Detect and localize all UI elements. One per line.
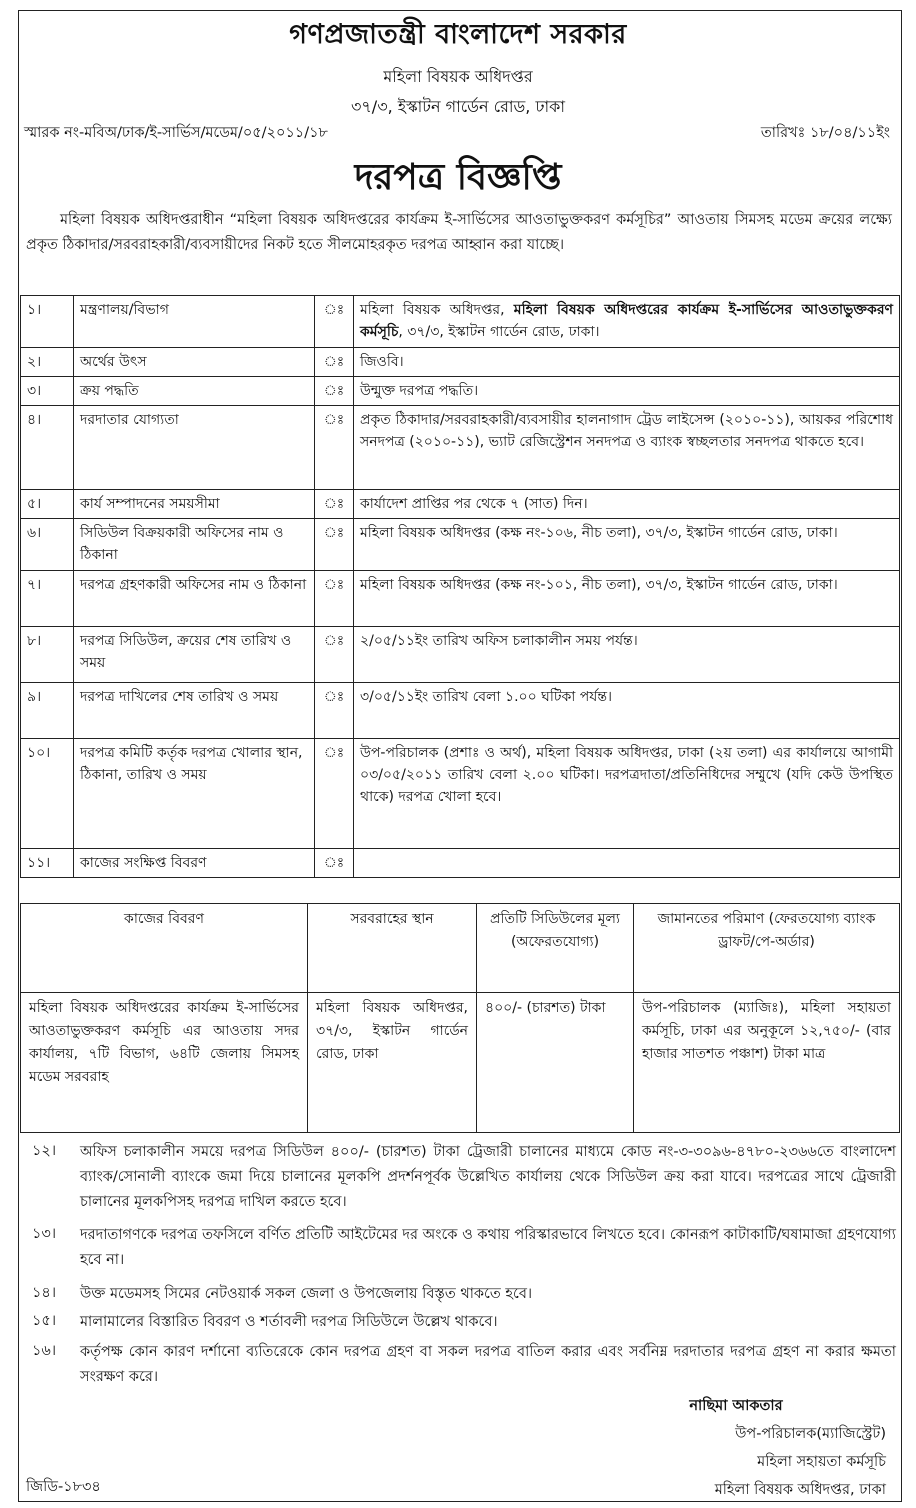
row-colon: ঃ xyxy=(315,683,354,739)
row-colon: ঃ xyxy=(315,490,354,519)
row-label: কাজের সংক্ষিপ্ত বিবরণ xyxy=(74,849,315,878)
row-colon: ঃ xyxy=(315,377,354,406)
row-colon: ঃ xyxy=(315,519,354,571)
row-number: ৮। xyxy=(21,627,74,683)
intro-paragraph: মহিলা বিষয়ক অধিদপ্তরাধীন “মহিলা বিষয়ক অধিদপ্তরের কার্যক্রম ই-সার্ভিসের আওতাভুক্তকরণ কর্মসূচির” আওতায় সিমসহ মডেম ক্রয়ের লক্ষ্যে প্রকৃত ঠিকাদার/সরবরাহকারী/ব্যবসায়ীদের নিকট হতে সীলমোহরকৃত দরপত্র আহ্বান করা যাচ্ছে। xyxy=(26,212,892,253)
work-header-place: সরবরাহের স্থান xyxy=(308,904,477,993)
condition-item xyxy=(24,1310,896,1335)
condition-number: ১৬। xyxy=(32,1343,57,1359)
row-label: দরদাতার যোগ্যতা xyxy=(74,406,315,490)
department-name: মহিলা বিষয়ক অধিদপ্তর xyxy=(383,67,533,86)
table-row xyxy=(21,571,900,627)
row-number: ৩। xyxy=(21,377,74,406)
row-label: কার্য সম্পাদনের সময়সীমা xyxy=(74,490,315,519)
row-number: ৪। xyxy=(21,406,74,490)
table-row xyxy=(21,490,900,519)
condition-text: কর্তৃপক্ষ কোন কারণ দর্শানো ব্যতিরেকে কোন দরপত্র গ্রহণ বা সকল দরপত্র বাতিল করার এবং সর্বনিম্ন দরদাতার দরপত্র গ্রহণ না করার ক্ষমতা সংরক্ষণ করে। xyxy=(80,1344,896,1385)
condition-item xyxy=(24,1223,896,1273)
table-row xyxy=(21,849,900,878)
table-row xyxy=(21,739,900,849)
row-value-plain: মহিলা বিষয়ক অধিদপ্তর, xyxy=(360,302,514,318)
row-value: কার্যাদেশ প্রাপ্তির পর থেকে ৭ (সাত) দিন। xyxy=(354,490,900,519)
row-label: দরপত্র দাখিলের শেষ তারিখ ও সময় xyxy=(74,683,315,739)
memo-date: তারিখঃ ১৮/০৪/১১ইং xyxy=(760,125,890,141)
row-value: জিওবি। xyxy=(354,348,900,377)
work-price: ৪০০/- (চারশত) টাকা xyxy=(477,993,634,1133)
row-number: ৬। xyxy=(21,519,74,571)
row-colon: ঃ xyxy=(315,296,354,348)
row-value: প্রকৃত ঠিকাদার/সরবরাহকারী/ব্যবসায়ীর হালনাগাদ ট্রেড লাইসেন্স (২০১০-১১), আয়কর পরিশোধ সনদপত্র (২০১০-১১), ভ্যাট রেজিস্ট্রেশন সনদপত্র ও ব্যাংক স্বচ্ছলতার সনদপত্র থাকতে হবে। xyxy=(354,406,900,490)
signatory-program: মহিলা সহায়তা কর্মসূচি xyxy=(757,1454,886,1470)
table-row xyxy=(21,348,900,377)
signature-block xyxy=(586,1392,886,1504)
row-colon: ঃ xyxy=(315,849,354,878)
work-description: মহিলা বিষয়ক অধিদপ্তরের কার্যক্রম ই-সার্ভিসের আওতাভুক্তকরণ কর্মসূচি এর আওতায় সদর কার্যালয়, ৭টি বিভাগ, ৬৪টি জেলায় সিমসহ মডেম সরবরাহ xyxy=(21,993,308,1133)
row-label: দরপত্র সিডিউল, ক্রয়ের শেষ তারিখ ও সময় xyxy=(74,627,315,683)
work-place: মহিলা বিষয়ক অধিদপ্তর, ৩৭/৩, ইস্কাটন গার্ডেন রোড, ঢাকা xyxy=(308,993,477,1133)
row-value: ৩/০৫/১১ইং তারিখ বেলা ১.০০ ঘটিকা পর্যন্ত। xyxy=(354,683,900,739)
row-number: ৫। xyxy=(21,490,74,519)
condition-item xyxy=(24,1140,896,1215)
row-number: ১। xyxy=(21,296,74,348)
row-value-tail: , ৩৭/৩, ইস্কাটন গার্ডেন রোড, ঢাকা। xyxy=(398,324,600,340)
row-label: সিডিউল বিক্রয়কারী অফিসের নাম ও ঠিকানা xyxy=(74,519,315,571)
tender-details-table xyxy=(20,295,900,878)
row-value-bold: মহিলা বিষয়ক অধিদপ্তরের কার্যক্রম ই-সার্ভিসের আওতাভুক্তকরণ কর্মসূচি xyxy=(360,302,893,340)
condition-text: উক্ত মডেমসহ সিমের নেটওয়ার্ক সকল জেলা ও উপজেলায় বিস্তৃত থাকতে হবে। xyxy=(80,1286,533,1302)
signatory-designation: উপ-পরিচালক(ম্যাজিস্ট্রেট) xyxy=(735,1426,886,1442)
row-colon: ঃ xyxy=(315,571,354,627)
row-value: ২/০৫/১১ইং তারিখ অফিস চলাকালীন সময় পর্যন্ত। xyxy=(354,627,900,683)
work-header-description: কাজের বিবরণ xyxy=(21,904,308,993)
condition-item xyxy=(24,1282,896,1307)
department-address: ৩৭/৩, ইস্কাটন গার্ডেন রোড, ঢাকা xyxy=(351,97,565,116)
row-number: ১০। xyxy=(21,739,74,849)
table-row xyxy=(21,519,900,571)
signatory-office: মহিলা বিষয়ক অধিদপ্তর, ঢাকা xyxy=(714,1482,886,1498)
table-row xyxy=(21,377,900,406)
condition-number: ১২। xyxy=(32,1143,57,1159)
work-table-header-row xyxy=(21,904,900,993)
row-colon: ঃ xyxy=(315,739,354,849)
row-value xyxy=(354,849,900,878)
row-colon: ঃ xyxy=(315,406,354,490)
row-value: উন্মুক্ত দরপত্র পদ্ধতি। xyxy=(354,377,900,406)
work-table-row xyxy=(21,993,900,1133)
row-value: উপ-পরিচালক (প্রশাঃ ও অর্থ), মহিলা বিষয়ক অধিদপ্তর, ঢাকা (২য় তলা) এর কার্যালয়ে আগামী ০৩/০৫/২০১১ তারিখ বেলা ২.০০ ঘটিকা। দরপত্রদাতা/প্রতিনিধিদের সম্মুখে (যদি কেউ উপস্থিত থাকে) দরপত্র খোলা হবে। xyxy=(354,739,900,849)
row-number: ৯। xyxy=(21,683,74,739)
row-colon: ঃ xyxy=(315,348,354,377)
row-number: ১১। xyxy=(21,849,74,878)
signatory-name: নাছিমা আকতার xyxy=(689,1398,783,1414)
notice-title: দরপত্র বিজ্ঞপ্তি xyxy=(354,157,562,198)
govt-heading: গণপ্রজাতন্ত্রী বাংলাদেশ সরকার xyxy=(289,19,627,50)
condition-text: অফিস চলাকালীন সময়ে দরপত্র সিডিউল ৪০০/- (চারশত) টাকা ট্রেজারী চালানের মাধ্যমে কোড নং-৩-৩০৯৬-৪৭৮০-২৩৬৬তে বাংলাদেশ ব্যাংক/সোনালী ব্যাংকে জমা দিয়ে চালানের মূলকপি প্রদর্শনপূর্বক উল্লেখিত কার্যালয় থেকে সিডিউল ক্রয় করা যাবে। দরপত্রের সাথে ট্রেজারী চালানের মূলকপিসহ দরপত্র দাখিল করতে হবে। xyxy=(80,1144,896,1210)
condition-text: দরদাতাগণকে দরপত্র তফসিলে বর্ণিত প্রতিটি আইটেমের দর অংকে ও কথায় পরিস্কারভাবে লিখতে হবে। কোনরূপ কাটাকাটি/ঘষামাজা গ্রহণযোগ্য হবে না। xyxy=(80,1227,896,1268)
condition-number: ১৪। xyxy=(32,1285,57,1301)
row-colon: ঃ xyxy=(315,627,354,683)
row-number: ৭। xyxy=(21,571,74,627)
memo-number: স্মারক নং-মবিঅ/ঢাক/ই-সার্ভিস/মডেম/০৫/২০১১/১৮ xyxy=(24,125,328,141)
table-row xyxy=(21,627,900,683)
row-label: দরপত্র কমিটি কর্তৃক দরপত্র খোলার স্থান, ঠিকানা, তারিখ ও সময় xyxy=(74,739,315,849)
condition-number: ১৫। xyxy=(32,1313,57,1329)
table-row xyxy=(21,406,900,490)
row-label: ক্রয় পদ্ধতি xyxy=(74,377,315,406)
row-value: মহিলা বিষয়ক অধিদপ্তর (কক্ষ নং-১০৬, নীচ তলা), ৩৭/৩, ইস্কাটন গার্ডেন রোড, ঢাকা। xyxy=(354,519,900,571)
condition-item xyxy=(24,1340,896,1390)
condition-number: ১৩। xyxy=(32,1226,57,1242)
gd-number: জিডি-১৮৩৪ xyxy=(26,1479,101,1495)
work-security: উপ-পরিচালক (ম্যাজিঃ), মহিলা সহায়তা কর্মসূচি, ঢাকা এর অনুকূলে ১২,৭৫০/- (বার হাজার সাতশত পঞ্চাশ) টাকা মাত্র xyxy=(634,993,900,1133)
condition-text: মালামালের বিস্তারিত বিবরণ ও শর্তাবলী দরপত্র সিডিউলে উল্লেখ থাকবে। xyxy=(80,1314,498,1330)
row-value xyxy=(354,296,900,348)
work-header-price: প্রতিটি সিডিউলের মূল্য (অফেরতযোগ্য) xyxy=(477,904,634,993)
table-row xyxy=(21,683,900,739)
row-label: অর্থের উৎস xyxy=(74,348,315,377)
row-label: মন্ত্রণালয়/বিভাগ xyxy=(74,296,315,348)
row-value: মহিলা বিষয়ক অধিদপ্তর (কক্ষ নং-১০১, নীচ তলা), ৩৭/৩, ইস্কাটন গার্ডেন রোড, ঢাকা। xyxy=(354,571,900,627)
work-header-security: জামানতের পরিমাণ (ফেরতযোগ্য ব্যাংক ড্রাফট/পে-অর্ডার) xyxy=(634,904,900,993)
table-row xyxy=(21,296,900,348)
work-description-table xyxy=(20,903,900,1133)
row-number: ২। xyxy=(21,348,74,377)
row-label: দরপত্র গ্রহণকারী অফিসের নাম ও ঠিকানা xyxy=(74,571,315,627)
